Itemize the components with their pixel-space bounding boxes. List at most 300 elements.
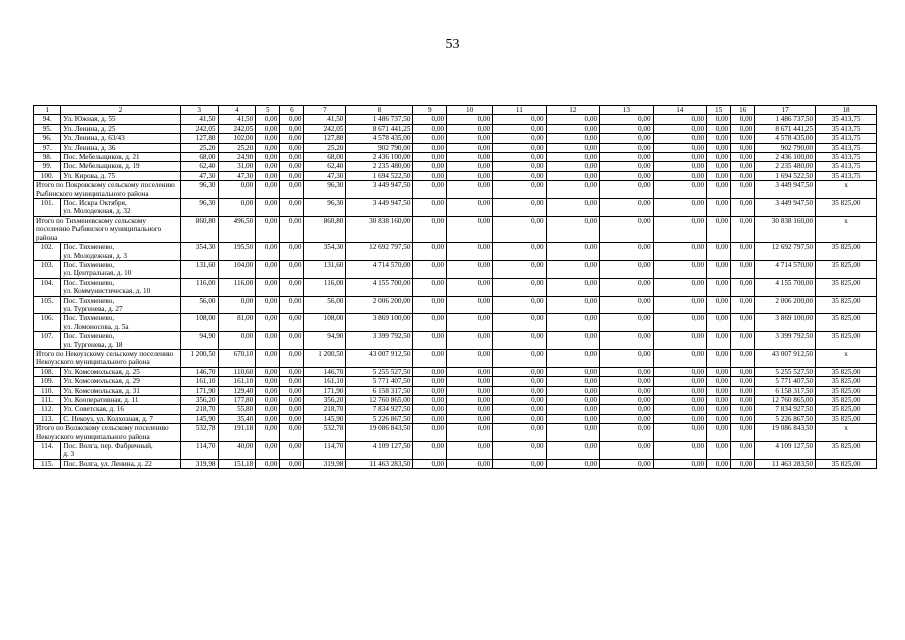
value-cell: 0,00	[546, 171, 599, 180]
value-cell: 0,00	[280, 459, 304, 468]
value-cell: 6 158 317,50	[755, 386, 816, 395]
address-cell: Ул. Ленина, д. 36	[61, 143, 181, 152]
address-cell: С. Некоуз, ул. Колхозная, д. 7	[61, 414, 181, 423]
value-cell: 532,78	[304, 424, 346, 442]
value-cell: 0,00	[493, 414, 546, 423]
value-cell: 41,50	[180, 115, 218, 124]
value-cell: 30 838 160,00	[755, 216, 816, 242]
value-cell: 0,00	[413, 260, 447, 278]
value-cell: 35 825,00	[816, 243, 877, 261]
value-cell: 8 671 441,25	[346, 124, 413, 133]
value-cell: 242,05	[304, 124, 346, 133]
value-cell: 3 449 947,50	[346, 181, 413, 199]
row-number: 105.	[34, 296, 61, 314]
value-cell: 0,00	[447, 143, 493, 152]
value-cell: 0,00	[707, 278, 731, 296]
value-cell: 0,00	[653, 377, 706, 386]
value-cell: 0,00	[600, 396, 653, 405]
value-cell: 104,00	[218, 260, 256, 278]
value-cell: 0,00	[707, 153, 731, 162]
value-cell: 0,00	[600, 171, 653, 180]
value-cell: 145,90	[304, 414, 346, 423]
value-cell: 0,00	[280, 171, 304, 180]
value-cell: 0,00	[413, 115, 447, 124]
value-cell: 0,00	[731, 405, 755, 414]
value-cell: 2 436 100,00	[346, 153, 413, 162]
subtotal-label: Итого по Волжскому сельскому поселению Некоузского муниципального района	[34, 424, 181, 442]
address-cell: Пос. Тихменево, ул. Тургенева, д. 27	[61, 296, 181, 314]
address-cell: Пос. Мебельщиков, д. 21	[61, 153, 181, 162]
value-cell: 0,00	[256, 424, 280, 442]
value-cell: 35 825,00	[816, 396, 877, 405]
table-row	[34, 143, 877, 152]
value-cell: 108,00	[304, 314, 346, 332]
value-cell: 0,00	[447, 314, 493, 332]
value-cell: 0,00	[546, 243, 599, 261]
value-cell: 35 825,00	[816, 459, 877, 468]
value-cell: 35 413,75	[816, 153, 877, 162]
value-cell: 0,00	[707, 162, 731, 171]
value-cell: 4 155 700,00	[755, 278, 816, 296]
value-cell: 0,00	[413, 296, 447, 314]
value-cell: 1 486 737,50	[346, 115, 413, 124]
column-header: 9	[413, 106, 447, 115]
row-number: 98.	[34, 153, 61, 162]
value-cell: 0,00	[600, 278, 653, 296]
value-cell: 2 235 480,00	[346, 162, 413, 171]
value-cell: 0,00	[653, 124, 706, 133]
value-cell: 0,00	[493, 296, 546, 314]
value-cell: 0,00	[280, 134, 304, 143]
value-cell: 11 463 283,50	[755, 459, 816, 468]
value-cell: 12 692 797,50	[755, 243, 816, 261]
value-cell: 5 255 527,50	[346, 367, 413, 376]
value-cell: 2 006 200,00	[346, 296, 413, 314]
value-cell: 0,00	[256, 332, 280, 350]
value-cell: 161,10	[304, 377, 346, 386]
value-cell: 3 449 947,50	[346, 199, 413, 217]
value-cell: 0,00	[707, 171, 731, 180]
address-cell: Ул. Комсомольская, д. 25	[61, 367, 181, 376]
value-cell: 3 399 792,50	[755, 332, 816, 350]
value-cell: 0,00	[546, 424, 599, 442]
value-cell: х	[816, 424, 877, 442]
value-cell: 0,00	[546, 377, 599, 386]
table-row	[34, 278, 877, 296]
value-cell: 0,00	[493, 162, 546, 171]
value-cell: 0,00	[493, 332, 546, 350]
value-cell: 0,00	[600, 459, 653, 468]
value-cell: 0,00	[218, 296, 256, 314]
value-cell: 0,00	[546, 199, 599, 217]
value-cell: х	[816, 349, 877, 367]
value-cell: 171,90	[304, 386, 346, 395]
value-cell: 0,00	[256, 171, 280, 180]
value-cell: 0,00	[413, 367, 447, 376]
value-cell: 161,10	[180, 377, 218, 386]
value-cell: 0,00	[413, 349, 447, 367]
value-cell: 0,00	[600, 162, 653, 171]
row-number: 97.	[34, 143, 61, 152]
value-cell: 0,00	[256, 199, 280, 217]
value-cell: 0,00	[546, 396, 599, 405]
value-cell: 496,50	[218, 216, 256, 242]
value-cell: 35 825,00	[816, 314, 877, 332]
value-cell: 0,00	[546, 386, 599, 395]
address-cell: Пос. Волга, пер. Фабричный, д. 3	[61, 442, 181, 460]
value-cell: 0,00	[447, 260, 493, 278]
value-cell: 19 086 843,50	[346, 424, 413, 442]
address-cell: Пос. Тихменево, ул. Ломоносова, д. 5а	[61, 314, 181, 332]
value-cell: 0,00	[447, 296, 493, 314]
value-cell: 0,00	[256, 162, 280, 171]
row-number: 115.	[34, 459, 61, 468]
value-cell: 35 413,75	[816, 143, 877, 152]
value-cell: 0,00	[413, 278, 447, 296]
value-cell: 0,00	[653, 424, 706, 442]
value-cell: 108,00	[180, 314, 218, 332]
address-cell: Пос. Мебельщиков, д. 19	[61, 162, 181, 171]
value-cell: 5 771 407,50	[755, 377, 816, 386]
address-cell: Ул. Кирова, д. 75	[61, 171, 181, 180]
value-cell: 0,00	[731, 216, 755, 242]
subtotal-row	[34, 424, 877, 442]
value-cell: 7 834 927,50	[346, 405, 413, 414]
value-cell: 8 671 441,25	[755, 124, 816, 133]
value-cell: 0,00	[653, 134, 706, 143]
value-cell: 116,00	[218, 278, 256, 296]
value-cell: 0,00	[280, 349, 304, 367]
value-cell: 0,00	[493, 278, 546, 296]
value-cell: 0,00	[493, 367, 546, 376]
value-cell: 11 463 283,50	[346, 459, 413, 468]
value-cell: 0,00	[600, 296, 653, 314]
value-cell: 0,00	[493, 199, 546, 217]
value-cell: 1 200,50	[304, 349, 346, 367]
value-cell: 35 825,00	[816, 377, 877, 386]
value-cell: 0,00	[447, 216, 493, 242]
value-cell: 35 413,75	[816, 171, 877, 180]
value-cell: 0,00	[413, 459, 447, 468]
address-cell: Ул. Ленина, д. 25	[61, 124, 181, 133]
row-number: 111.	[34, 396, 61, 405]
table-row	[34, 115, 877, 124]
value-cell: 4 155 700,00	[346, 278, 413, 296]
value-cell: 0,00	[731, 396, 755, 405]
value-cell: 0,00	[493, 143, 546, 152]
value-cell: 0,00	[280, 296, 304, 314]
value-cell: 860,80	[180, 216, 218, 242]
value-cell: 0,00	[600, 424, 653, 442]
value-cell: 0,00	[447, 278, 493, 296]
value-cell: 0,00	[653, 216, 706, 242]
value-cell: 191,18	[218, 424, 256, 442]
value-cell: 0,00	[413, 162, 447, 171]
row-number: 114.	[34, 442, 61, 460]
value-cell: 1 200,50	[180, 349, 218, 367]
value-cell: 902 790,00	[346, 143, 413, 152]
row-number: 106.	[34, 314, 61, 332]
value-cell: 0,00	[707, 396, 731, 405]
value-cell: 0,00	[493, 171, 546, 180]
value-cell: 0,00	[731, 424, 755, 442]
value-cell: 2 235 480,00	[755, 162, 816, 171]
value-cell: 0,00	[653, 386, 706, 395]
value-cell: 2 006 200,00	[755, 296, 816, 314]
subtotal-row	[34, 216, 877, 242]
value-cell: 96,30	[304, 181, 346, 199]
address-cell: Пос. Тихменево, ул. Центральная, д. 10	[61, 260, 181, 278]
column-header: 15	[707, 106, 731, 115]
value-cell: 0,00	[280, 278, 304, 296]
value-cell: 0,00	[546, 405, 599, 414]
value-cell: 0,00	[653, 349, 706, 367]
value-cell: 0,00	[447, 367, 493, 376]
value-cell: 177,80	[218, 396, 256, 405]
value-cell: 0,00	[600, 134, 653, 143]
value-cell: 4 109 127,50	[755, 442, 816, 460]
table-row	[34, 386, 877, 395]
value-cell: 0,00	[653, 296, 706, 314]
value-cell: 0,00	[546, 115, 599, 124]
value-cell: 0,00	[546, 124, 599, 133]
table-row	[34, 459, 877, 468]
value-cell: 47,30	[304, 171, 346, 180]
value-cell: 0,00	[731, 377, 755, 386]
value-cell: 68,00	[180, 153, 218, 162]
value-cell: 171,90	[180, 386, 218, 395]
value-cell: 151,18	[218, 459, 256, 468]
value-cell: 43 007 912,50	[346, 349, 413, 367]
value-cell: 0,00	[600, 314, 653, 332]
value-cell: 116,00	[304, 278, 346, 296]
value-cell: 0,00	[731, 162, 755, 171]
value-cell: 0,00	[447, 459, 493, 468]
value-cell: 146,70	[304, 367, 346, 376]
value-cell: 110,60	[218, 367, 256, 376]
table-row	[34, 314, 877, 332]
value-cell: 0,00	[731, 124, 755, 133]
value-cell: 0,00	[731, 134, 755, 143]
value-cell: 35 413,75	[816, 115, 877, 124]
value-cell: 0,00	[447, 162, 493, 171]
subtotal-label: Итого по Тихменевскому сельскому поселению Рыбинского муниципального района	[34, 216, 181, 242]
value-cell: 0,00	[493, 405, 546, 414]
value-cell: 25,20	[304, 143, 346, 152]
value-cell: 4 714 570,00	[346, 260, 413, 278]
value-cell: 0,00	[218, 181, 256, 199]
address-cell: Ул. Комсомольская, д. 31	[61, 386, 181, 395]
value-cell: 0,00	[653, 314, 706, 332]
value-cell: 0,00	[280, 442, 304, 460]
value-cell: 6 158 317,50	[346, 386, 413, 395]
table-row	[34, 396, 877, 405]
table-row	[34, 124, 877, 133]
subtotal-row	[34, 181, 877, 199]
value-cell: 5 771 407,50	[346, 377, 413, 386]
column-header: 14	[653, 106, 706, 115]
value-cell: 4 578 435,00	[346, 134, 413, 143]
value-cell: 96,30	[180, 181, 218, 199]
table-row	[34, 260, 877, 278]
value-cell: 55,80	[218, 405, 256, 414]
value-cell: 0,00	[493, 124, 546, 133]
row-number: 104.	[34, 278, 61, 296]
value-cell: 0,00	[493, 260, 546, 278]
value-cell: 0,00	[653, 143, 706, 152]
value-cell: 0,00	[707, 314, 731, 332]
value-cell: 0,00	[707, 296, 731, 314]
column-header: 16	[731, 106, 755, 115]
table-row	[34, 153, 877, 162]
value-cell: 0,00	[256, 115, 280, 124]
value-cell: 0,00	[256, 143, 280, 152]
value-cell: 0,00	[707, 424, 731, 442]
value-cell: 0,00	[256, 349, 280, 367]
value-cell: 7 834 927,50	[755, 405, 816, 414]
column-header: 18	[816, 106, 877, 115]
table-header-row	[34, 106, 877, 115]
value-cell: 0,00	[447, 396, 493, 405]
value-cell: 0,00	[493, 349, 546, 367]
value-cell: 129,40	[218, 386, 256, 395]
value-cell: 0,00	[256, 296, 280, 314]
value-cell: 0,00	[653, 405, 706, 414]
value-cell: 0,00	[731, 153, 755, 162]
value-cell: 0,00	[653, 153, 706, 162]
table-row	[34, 367, 877, 376]
value-cell: 0,00	[731, 414, 755, 423]
value-cell: 0,00	[413, 424, 447, 442]
value-cell: 0,00	[218, 332, 256, 350]
value-cell: 0,00	[256, 216, 280, 242]
table-row	[34, 296, 877, 314]
value-cell: 0,00	[493, 386, 546, 395]
value-cell: 0,00	[707, 349, 731, 367]
value-cell: 0,00	[280, 424, 304, 442]
value-cell: 0,00	[546, 349, 599, 367]
value-cell: 0,00	[493, 424, 546, 442]
value-cell: 96,30	[180, 199, 218, 217]
value-cell: 0,00	[413, 124, 447, 133]
value-cell: 218,70	[304, 405, 346, 414]
value-cell: 35 825,00	[816, 367, 877, 376]
value-cell: 0,00	[546, 260, 599, 278]
value-cell: 0,00	[707, 442, 731, 460]
value-cell: 5 226 867,50	[346, 414, 413, 423]
value-cell: 0,00	[600, 414, 653, 423]
value-cell: 2 436 100,00	[755, 153, 816, 162]
value-cell: 62,40	[180, 162, 218, 171]
value-cell: 47,30	[218, 171, 256, 180]
column-header: 13	[600, 106, 653, 115]
value-cell: 35 825,00	[816, 414, 877, 423]
value-cell: 319,98	[304, 459, 346, 468]
value-cell: 56,00	[180, 296, 218, 314]
value-cell: 102,00	[218, 134, 256, 143]
value-cell: 0,00	[447, 243, 493, 261]
value-cell: 35 825,00	[816, 442, 877, 460]
value-cell: 0,00	[653, 115, 706, 124]
value-cell: 0,00	[546, 216, 599, 242]
value-cell: 0,00	[546, 143, 599, 152]
column-header: 12	[546, 106, 599, 115]
address-cell: Ул. Кооперативная, д. 11	[61, 396, 181, 405]
value-cell: 354,30	[304, 243, 346, 261]
value-cell: 0,00	[280, 143, 304, 152]
value-cell: 0,00	[546, 367, 599, 376]
value-cell: 0,00	[600, 181, 653, 199]
value-cell: 0,00	[653, 367, 706, 376]
value-cell: 0,00	[280, 314, 304, 332]
value-cell: 0,00	[546, 414, 599, 423]
column-header: 11	[493, 106, 546, 115]
value-cell: 131,60	[304, 260, 346, 278]
value-cell: 81,00	[218, 314, 256, 332]
value-cell: 0,00	[218, 199, 256, 217]
address-cell: Пос. Тихменево, ул. Молодежная, д. 3	[61, 243, 181, 261]
value-cell: 114,70	[304, 442, 346, 460]
value-cell: 0,00	[600, 199, 653, 217]
value-cell: 0,00	[280, 386, 304, 395]
value-cell: 0,00	[280, 243, 304, 261]
value-cell: 0,00	[731, 459, 755, 468]
data-table	[33, 105, 877, 469]
column-header: 17	[755, 106, 816, 115]
address-cell: Ул. Ленина, д. 63/43	[61, 134, 181, 143]
value-cell: 131,60	[180, 260, 218, 278]
value-cell: 5 226 867,50	[755, 414, 816, 423]
column-header: 8	[346, 106, 413, 115]
value-cell: 35 825,00	[816, 260, 877, 278]
value-cell: 0,00	[731, 349, 755, 367]
value-cell: 0,00	[600, 115, 653, 124]
value-cell: 3 869 100,00	[755, 314, 816, 332]
value-cell: 0,00	[256, 405, 280, 414]
value-cell: 145,90	[180, 414, 218, 423]
value-cell: 0,00	[280, 396, 304, 405]
value-cell: 3 869 100,00	[346, 314, 413, 332]
value-cell: 0,00	[447, 332, 493, 350]
value-cell: 0,00	[653, 278, 706, 296]
value-cell: 0,00	[413, 332, 447, 350]
column-header: 7	[304, 106, 346, 115]
column-header: 5	[256, 106, 280, 115]
row-number: 107.	[34, 332, 61, 350]
value-cell: 0,00	[653, 181, 706, 199]
address-cell: Ул. Советская, д. 16	[61, 405, 181, 414]
value-cell: 0,00	[731, 386, 755, 395]
value-cell: 12 692 797,50	[346, 243, 413, 261]
value-cell: 35 825,00	[816, 332, 877, 350]
value-cell: 40,00	[218, 442, 256, 460]
row-number: 103.	[34, 260, 61, 278]
value-cell: 35,40	[218, 414, 256, 423]
value-cell: 0,00	[256, 367, 280, 376]
value-cell: 0,00	[653, 162, 706, 171]
value-cell: 0,00	[600, 153, 653, 162]
value-cell: 3 449 947,50	[755, 199, 816, 217]
value-cell: 356,20	[180, 396, 218, 405]
value-cell: 0,00	[707, 115, 731, 124]
value-cell: 195,50	[218, 243, 256, 261]
value-cell: 0,00	[413, 414, 447, 423]
value-cell: 532,78	[180, 424, 218, 442]
value-cell: 0,00	[653, 199, 706, 217]
value-cell: 35 825,00	[816, 386, 877, 395]
row-number: 95.	[34, 124, 61, 133]
value-cell: 62,40	[304, 162, 346, 171]
